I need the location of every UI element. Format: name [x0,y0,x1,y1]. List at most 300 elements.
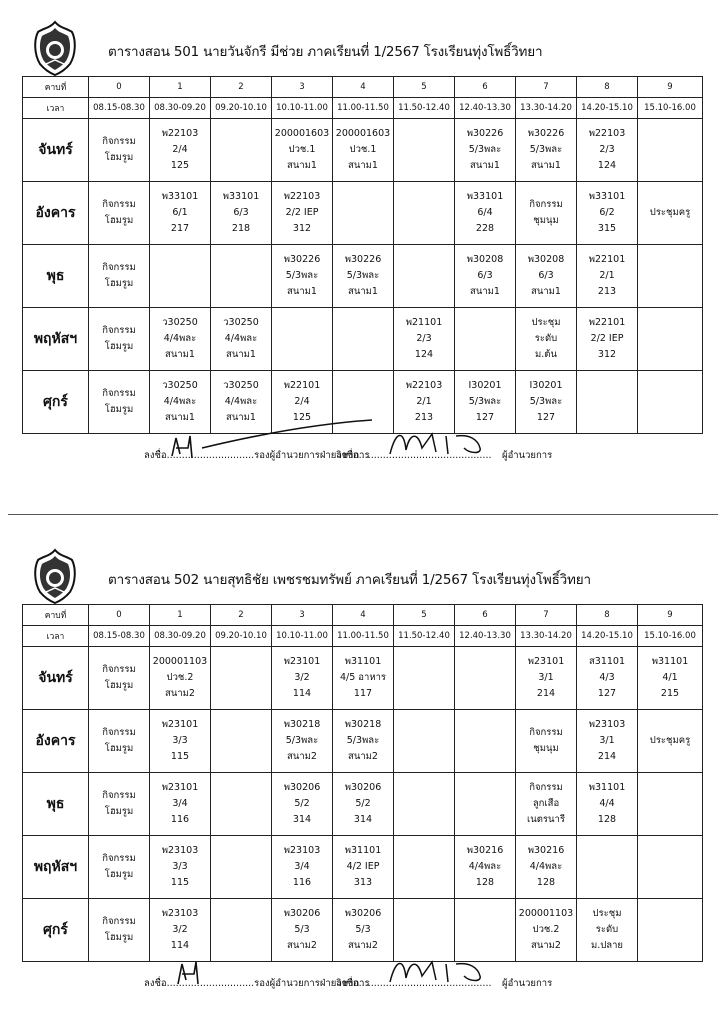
cell-line: สนาม1 [348,160,378,171]
cell-line: 2/1 [416,396,432,407]
schedule-cell [516,647,577,710]
cell-line: ว30250 [162,317,198,328]
cell-line: 4/4พละ [224,396,258,407]
schedule-cell [577,899,638,962]
period-number: 8 [577,77,638,98]
cell-line: ลูกเสือ [532,798,560,809]
cell-line: พ23103 [588,719,626,730]
schedule-cell [455,245,516,308]
cell-line: 200001603 [335,128,391,139]
cell-line: 200001103 [152,656,208,667]
time-slot: 11.00-11.50 [333,98,394,119]
schedule-cell [150,119,211,182]
handwritten-signature-icon [162,418,392,462]
cell-line: ว30250 [223,317,259,328]
cell-line: 2/1 [599,270,615,281]
cell-line: 2/3 [599,144,615,155]
period-number: 1 [150,605,211,626]
time-label: เวลา [23,626,89,647]
cell-line: ปวช.1 [349,144,377,155]
period-number: 3 [272,77,333,98]
cell-line: สนาม1 [287,286,317,297]
cell-line: 4/4 [599,798,615,809]
cell-line: พ22101 [588,317,626,328]
schedule-cell [89,182,150,245]
day-label: อังคาร [23,710,89,773]
cell-line: พ30218 [344,719,382,730]
schedule-cell [394,119,455,182]
cell-line: 5/3พละ [285,270,319,281]
cell-line: 114 [292,688,312,699]
time-slot: 14.20-15.10 [577,98,638,119]
cell-line: 3/3 [172,735,188,746]
period-number: 8 [577,605,638,626]
cell-line: สนาม2 [287,751,317,762]
cell-line: ชุมนุม [533,215,559,226]
time-slot: 08.15-08.30 [89,98,150,119]
school-emblem-icon [30,20,80,76]
cell-line: 2/2 IEP [285,207,319,218]
cell-line: สนาม1 [165,412,195,423]
period-label: คาบที่ [23,77,89,98]
period-number: 9 [638,77,703,98]
schedule-header [22,546,702,604]
period-number: 9 [638,605,703,626]
cell-line: พ30218 [283,719,321,730]
schedule-cell [455,308,516,371]
cell-line: สนาม1 [531,286,561,297]
cell-line: ชุมนุม [533,743,559,754]
cell-line: 128 [475,877,495,888]
time-label: เวลา [23,98,89,119]
day-row [23,119,703,182]
cell-line: 124 [414,349,434,360]
schedule-cell [577,371,638,434]
cell-line: สนาม1 [165,349,195,360]
schedule-cell [333,245,394,308]
cell-line: สนาม1 [226,349,256,360]
cell-line: พ22101 [283,380,321,391]
schedule-cell [333,182,394,245]
cell-line: ม.ปลาย [590,940,624,951]
schedule-cell [89,119,150,182]
schedule-header [22,18,702,76]
schedule-cell [211,182,272,245]
day-row [23,182,703,245]
schedule-cell [211,836,272,899]
cell-line: พ30226 [344,254,382,265]
schedule-cell [638,710,703,773]
signature-vice-director: ลงชื่อ.............................รองผู้อำนวยการฝ่ายวิชาการ [144,978,370,989]
cell-line: 4/3 [599,672,615,683]
time-slot: 09.20-10.10 [211,626,272,647]
period-number: 3 [272,605,333,626]
cell-line: I30201 [529,380,563,391]
schedule-cell [516,710,577,773]
schedule-cell [638,647,703,710]
cell-line: ส31101 [588,656,626,667]
period-number: 6 [455,605,516,626]
schedule-cell [272,308,333,371]
cell-line: 115 [170,751,190,762]
day-label: พุธ [23,773,89,836]
cell-line: กิจกรรม [102,199,136,210]
day-row [23,773,703,836]
cell-line: โฮมรูม [104,932,134,943]
cell-line: ปวช.2 [166,672,194,683]
cell-line: สนาม1 [287,160,317,171]
cell-line: 215 [660,688,680,699]
time-row [23,626,703,647]
cell-line: 127 [597,688,617,699]
handwritten-signature-icon [386,952,506,988]
cell-line: 314 [292,814,312,825]
schedule-cell [89,773,150,836]
time-slot: 08.30-09.20 [150,626,211,647]
cell-line: โฮมรูม [104,152,134,163]
cell-line: 2/2 IEP [590,333,624,344]
schedule-cell [638,773,703,836]
cell-line: 5/3พละ [468,144,502,155]
cell-line: พ33101 [222,191,260,202]
cell-line: กิจกรรม [102,790,136,801]
time-slot: 08.15-08.30 [89,626,150,647]
cell-line: สนาม1 [348,286,378,297]
cell-line: พ22103 [588,128,626,139]
schedule-cell [394,647,455,710]
schedule-cell [333,836,394,899]
schedule-cell [577,245,638,308]
schedule-cell [394,308,455,371]
period-number: 7 [516,77,577,98]
cell-line: สนาม2 [348,751,378,762]
schedule-cell [577,119,638,182]
cell-line: พ30226 [527,128,565,139]
schedule-cell [516,119,577,182]
cell-line: 200001603 [274,128,330,139]
cell-line: 127 [475,412,495,423]
cell-line: 5/3 [355,924,371,935]
schedule-cell [577,647,638,710]
cell-line: 213 [597,286,617,297]
cell-line: 314 [353,814,373,825]
cell-line: 5/3พละ [529,396,563,407]
cell-line: กิจกรรม [102,664,136,675]
schedule-title: ตารางสอน 502 นายสุทธิชัย เพชรชมทรัพย์ ภาคเรียนที่ 1/2567 โรงเรียนทุ่งโพธิ์วิทยา [108,572,591,588]
schedule-cell [89,836,150,899]
day-label: พฤหัสฯ [23,836,89,899]
cell-line: ประชุมครู [649,207,691,218]
cell-line: พ30226 [283,254,321,265]
schedule-cell [272,773,333,836]
cell-line: 6/2 [599,207,615,218]
day-row [23,836,703,899]
cell-line: 128 [536,877,556,888]
cell-line: สนาม1 [226,412,256,423]
cell-line: 218 [231,223,251,234]
schedule-cell [333,773,394,836]
cell-line: 4/4พละ [224,333,258,344]
schedule-cell [333,710,394,773]
timetable-days [23,647,703,962]
schedule-cell [150,245,211,308]
cell-line: 5/3พละ [346,735,380,746]
cell-line: โฮมรูม [104,404,134,415]
cell-line: พ21101 [405,317,443,328]
schedule-cell [272,836,333,899]
cell-line: 117 [353,688,373,699]
cell-line: พ22103 [405,380,443,391]
cell-line: 5/3พละ [529,144,563,155]
period-number: 0 [89,77,150,98]
cell-line: 6/3 [538,270,554,281]
schedule-cell [211,308,272,371]
cell-line: กิจกรรม [102,325,136,336]
schedule-cell [333,647,394,710]
cell-line: โฮมรูม [104,743,134,754]
cell-line: ปวช.1 [288,144,316,155]
cell-line: กิจกรรม [102,853,136,864]
schedule-cell [394,836,455,899]
schedule-cell [89,899,150,962]
signature-director-title: ผู้อำนวยการ [502,978,553,989]
cell-line: พ23101 [527,656,565,667]
day-label: จันทร์ [23,119,89,182]
cell-line: เนตรนารี [527,814,565,825]
period-number: 0 [89,605,150,626]
cell-line: พ33101 [161,191,199,202]
period-number: 6 [455,77,516,98]
cell-line: กิจกรรม [102,388,136,399]
cell-line: พ33101 [466,191,504,202]
cell-line: ประชุม [531,317,561,328]
schedule-cell [516,773,577,836]
cell-line: 125 [170,160,190,171]
day-row [23,647,703,710]
schedule-cell [150,647,211,710]
schedule-cell [455,182,516,245]
cell-line: 312 [597,349,617,360]
cell-line: ประชุม [592,908,622,919]
period-number: 2 [211,605,272,626]
schedule-cell [89,245,150,308]
cell-line: พ33101 [588,191,626,202]
day-label: อังคาร [23,182,89,245]
time-slot: 15.10-16.00 [638,626,703,647]
schedule-cell [89,308,150,371]
schedule-cell [577,773,638,836]
cell-line: 5/2 [355,798,371,809]
cell-line: โฮมรูม [104,215,134,226]
cell-line: 3/1 [599,735,615,746]
cell-line: 315 [597,223,617,234]
cell-line: 6/3 [477,270,493,281]
time-slot: 09.20-10.10 [211,98,272,119]
schedule-cell [455,773,516,836]
schedule-cell [577,836,638,899]
period-number: 5 [394,605,455,626]
time-slot: 12.40-13.30 [455,626,516,647]
cell-line: พ23101 [161,782,199,793]
cell-line: 5/3พละ [346,270,380,281]
cell-line: 115 [170,877,190,888]
schedule-cell [150,710,211,773]
period-row [23,605,703,626]
schedule-cell [150,773,211,836]
cell-line: สนาม2 [287,940,317,951]
schedule-cell [638,899,703,962]
schedule-cell [516,836,577,899]
cell-line: 213 [414,412,434,423]
cell-line: 4/4พละ [468,861,502,872]
cell-line: กิจกรรม [529,199,563,210]
schedule-cell [638,119,703,182]
schedule-cell [638,182,703,245]
signature-director-line: ลงชื่อ............................................ [336,978,492,989]
schedule-cell [211,710,272,773]
schedule-cell [150,836,211,899]
time-slot: 10.10-11.00 [272,98,333,119]
school-emblem-icon [30,548,80,604]
cell-line: ม.ต้น [535,349,557,360]
schedule-cell [455,647,516,710]
cell-line: 5/3พละ [285,735,319,746]
cell-line: 4/1 [662,672,678,683]
cell-line: 4/4พละ [529,861,563,872]
cell-line: 124 [597,160,617,171]
schedule-title: ตารางสอน 501 นายวันจักรี มีช่วย ภาคเรียนที่ 1/2567 โรงเรียนทุ่งโพธิ์วิทยา [108,44,543,60]
time-slot: 11.50-12.40 [394,626,455,647]
cell-line: พ30226 [466,128,504,139]
time-slot: 12.40-13.30 [455,98,516,119]
time-slot: 14.20-15.10 [577,626,638,647]
schedule-cell [272,245,333,308]
cell-line: 5/3พละ [468,396,502,407]
period-number: 4 [333,77,394,98]
cell-line: 125 [292,412,312,423]
cell-line: กิจกรรม [102,262,136,273]
cell-line: กิจกรรม [529,727,563,738]
schedule-cell [394,773,455,836]
cell-line: ประชุมครู [649,735,691,746]
period-label: คาบที่ [23,605,89,626]
cell-line: 116 [170,814,190,825]
cell-line: 5/2 [294,798,310,809]
cell-line: 2/4 [294,396,310,407]
cell-line: 4/4พละ [163,333,197,344]
schedule-cell [638,836,703,899]
cell-line: 228 [475,223,495,234]
time-slot: 11.00-11.50 [333,626,394,647]
cell-line: ระดับ [595,924,619,935]
timetable [22,76,703,434]
cell-line: โฮมรูม [104,806,134,817]
cell-line: พ23101 [283,656,321,667]
cell-line: 3/4 [294,861,310,872]
cell-line: พ22103 [161,128,199,139]
day-label: พุธ [23,245,89,308]
cell-line: พ30206 [283,782,321,793]
cell-line: พ23103 [161,845,199,856]
day-row [23,308,703,371]
cell-line: 217 [170,223,190,234]
schedule-cell [516,245,577,308]
time-slot: 13.30-14.20 [516,98,577,119]
cell-line: 4/5 อาหาร [339,672,387,683]
cell-line: กิจกรรม [529,782,563,793]
cell-line: 2/4 [172,144,188,155]
day-row [23,710,703,773]
cell-line: 3/4 [172,798,188,809]
schedule-cell [333,119,394,182]
cell-line: พ30216 [527,845,565,856]
cell-line: พ31101 [344,845,382,856]
cell-line: พ30206 [344,782,382,793]
cell-line: 214 [597,751,617,762]
schedule-cell [272,710,333,773]
schedule-cell [89,710,150,773]
cell-line: พ31101 [651,656,689,667]
cell-line: พ30208 [527,254,565,265]
schedule-cell [455,710,516,773]
schedule-cell [516,182,577,245]
cell-line: 2/3 [416,333,432,344]
time-slot: 08.30-09.20 [150,98,211,119]
schedule-sheet-2 [22,546,702,996]
cell-line: สนาม1 [470,160,500,171]
period-number: 5 [394,77,455,98]
schedule-cell [516,371,577,434]
cell-line: 3/2 [294,672,310,683]
cell-line: พ23103 [283,845,321,856]
signature-line [22,968,702,996]
cell-line: สนาม1 [531,160,561,171]
schedule-cell [394,245,455,308]
cell-line: ระดับ [534,333,558,344]
cell-line: สนาม2 [348,940,378,951]
cell-line: 128 [597,814,617,825]
schedule-cell [272,182,333,245]
cell-line: 6/1 [172,207,188,218]
cell-line: 312 [292,223,312,234]
cell-line: กิจกรรม [102,136,136,147]
schedule-cell [455,119,516,182]
cell-line: พ22101 [588,254,626,265]
schedule-cell [638,371,703,434]
period-number: 7 [516,605,577,626]
time-row [23,98,703,119]
period-number: 2 [211,77,272,98]
signature-director-title: ผู้อำนวยการ [502,450,553,461]
period-number: 1 [150,77,211,98]
cell-line: โฮมรูม [104,278,134,289]
cell-line: 116 [292,877,312,888]
cell-line: พ30216 [466,845,504,856]
schedule-cell [272,647,333,710]
time-slot: 11.50-12.40 [394,98,455,119]
day-label: ศุกร์ [23,899,89,962]
cell-line: สนาม1 [470,286,500,297]
schedule-cell [89,647,150,710]
day-label: จันทร์ [23,647,89,710]
cell-line: 214 [536,688,556,699]
cell-line: 200001103 [518,908,574,919]
cell-line: กิจกรรม [102,727,136,738]
cell-line: พ23101 [161,719,199,730]
cell-line: 5/3 [294,924,310,935]
schedule-cell [577,308,638,371]
period-row [23,77,703,98]
